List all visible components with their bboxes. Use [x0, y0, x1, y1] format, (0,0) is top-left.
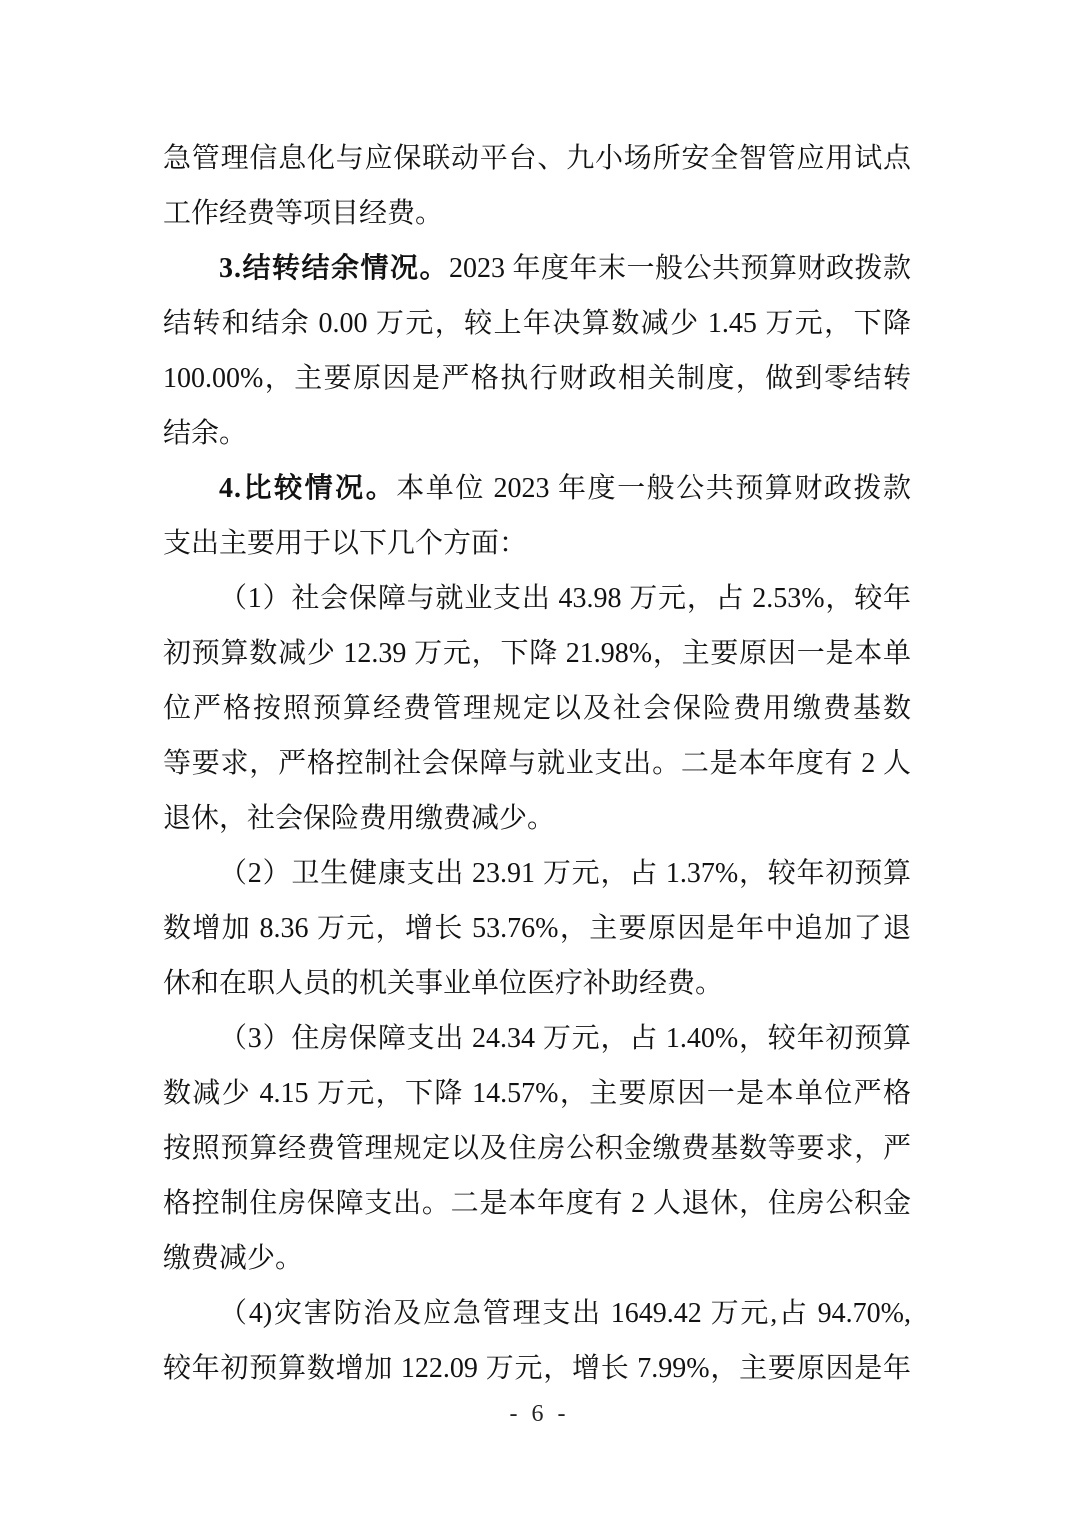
- text-line: 缴费减少。: [163, 1243, 304, 1274]
- text-line: [163, 241, 911, 296]
- text-line: 休和在职人员的机关事业单位医疗补助经费。: [163, 968, 724, 999]
- text-line: 位严格按照预算经费管理规定以及社会保险费用缴费基数: [163, 693, 911, 724]
- document-body-text: [163, 131, 911, 1396]
- text-line: （2）卫生健康支出 23.91 万元，占 1.37%，较年初预算: [219, 858, 911, 889]
- text-line: [163, 461, 911, 516]
- text-line: 结转和结余 0.00 万元，较上年决算数减少 1.45 万元，下降: [163, 308, 911, 339]
- text-line: 数减少 4.15 万元，下降 14.57%，主要原因一是本单位严格: [163, 1078, 911, 1109]
- text-line: 数增加 8.36 万元，增长 53.76%，主要原因是年中追加了退: [163, 913, 911, 944]
- text-line: （1）社会保障与就业支出 43.98 万元，占 2.53%，较年: [219, 583, 911, 614]
- text-line: 100.00%，主要原因是严格执行财政相关制度，做到零结转: [163, 363, 911, 394]
- text-line: 结余。: [163, 418, 248, 449]
- text-line: 急管理信息化与应保联动平台、九小场所安全智管应用试点: [163, 143, 911, 174]
- text-line: 支出主要用于以下几个方面：: [163, 528, 528, 559]
- paragraph-heading: 4.比较情况。: [219, 473, 397, 504]
- text-line-body: 2023 年度年末一般公共预算财政拨款: [449, 253, 911, 284]
- text-line: 初预算数减少 12.39 万元，下降 21.98%，主要原因一是本单: [163, 638, 911, 669]
- text-line: 工作经费等项目经费。: [163, 198, 444, 229]
- text-line: （3）住房保障支出 24.34 万元，占 1.40%，较年初预算: [219, 1023, 911, 1054]
- paragraph-heading: 3.结转结余情况。: [219, 253, 449, 284]
- text-line: 按照预算经费管理规定以及住房公积金缴费基数等要求，严: [163, 1133, 911, 1164]
- text-line: 较年初预算数增加 122.09 万元，增长 7.99%，主要原因是年: [163, 1353, 911, 1384]
- page-number: - 6 -: [509, 1401, 566, 1427]
- text-line: （4)灾害防治及应急管理支出 1649.42 万元,占 94.70%,: [219, 1298, 911, 1329]
- text-line: 等要求，严格控制社会保障与就业支出。二是本年度有 2 人: [163, 748, 911, 779]
- text-line: 格控制住房保障支出。二是本年度有 2 人退休，住房公积金: [163, 1188, 911, 1219]
- text-line: 退休，社会保险费用缴费减少。: [163, 803, 556, 834]
- text-line-body: 本单位 2023 年度一般公共预算财政拨款: [396, 473, 911, 504]
